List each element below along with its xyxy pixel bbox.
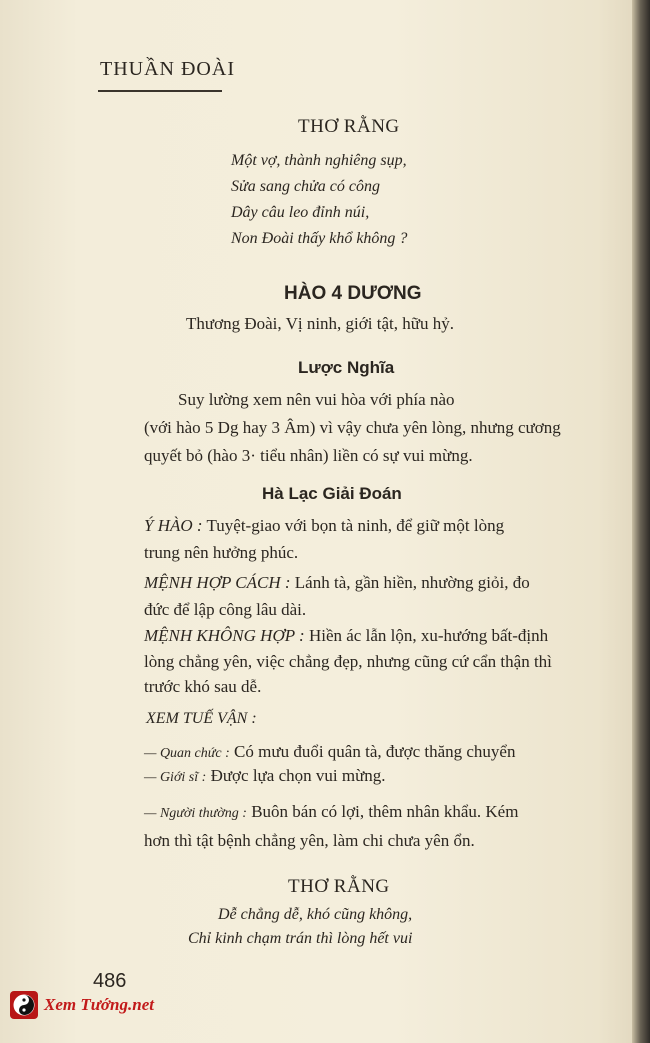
- luoc-nghia-line-1: Suy lường xem nên vui hòa với phía nào: [178, 390, 455, 409]
- gioi-si-text: Được lựa chọn vui mừng.: [206, 766, 386, 785]
- nguoi-thuong-text: Buôn bán có lợi, thêm nhân khẩu. Kém: [246, 802, 519, 821]
- poem1-line-2: Sửa sang chửa có công: [231, 178, 380, 195]
- book-spine: [632, 0, 650, 1043]
- menh-hop-label: MỆNH HỢP CÁCH :: [144, 573, 291, 592]
- poem2-line-2: Chỉ kinh chạm trán thì lòng hết vui: [188, 930, 413, 947]
- quan-chuc-label: — Quan chức :: [144, 746, 230, 761]
- hao-line: Thương Đoài, Vị ninh, giới tật, hữu hỷ.: [186, 314, 454, 333]
- quan-chuc-text: Có mưu đuổi quân tà, được thăng chuyển: [229, 742, 516, 761]
- poem2-title: THƠ RẰNG: [288, 876, 390, 897]
- poem1-line-4: Non Đoài thấy khổ không ?: [231, 230, 408, 247]
- nguoi-thuong-line-2: hơn thì tật bệnh chẳng yên, làm chi chưa yên ổn.: [144, 831, 475, 850]
- menh-khong-line: [144, 626, 548, 646]
- luoc-nghia-line-2: (với hào 5 Dg hay 3 Âm) vì vậy chưa yên lòng, nhưng cương: [144, 418, 561, 437]
- nguoi-thuong-label: — Người thường :: [144, 806, 247, 821]
- gioi-si-label: — Giới sĩ :: [144, 770, 207, 785]
- ha-lac-title: Hà Lạc Giải Đoán: [262, 484, 402, 503]
- y-hao-label: Ý HÀO :: [144, 516, 203, 535]
- menh-khong-label: MỆNH KHÔNG HỢP :: [144, 626, 305, 645]
- watermark-logo[interactable]: [10, 991, 154, 1019]
- poem2-line-1: Dễ chẳng dễ, khó cũng không,: [218, 906, 413, 923]
- quan-chuc-line: [144, 742, 515, 762]
- poem1-line-3: Dây câu leo đỉnh núi,: [231, 204, 370, 221]
- luoc-nghia-line-3: quyết bỏ (hào 3· tiểu nhân) liền có sự vui mừng.: [144, 446, 473, 465]
- menh-khong-line-3: trước khó sau dễ.: [144, 677, 262, 696]
- menh-hop-line: [144, 573, 530, 593]
- menh-hop-text: Lánh tà, gần hiền, nhường giỏi, đo: [290, 573, 530, 592]
- poem1-title: THƠ RẰNG: [298, 116, 400, 137]
- yin-yang-icon: [10, 991, 38, 1019]
- poem1-line-1: Một vợ, thành nghiêng sụp,: [231, 152, 407, 169]
- luoc-nghia-title: Lược Nghĩa: [298, 358, 395, 377]
- y-hao-line: [144, 516, 504, 536]
- y-hao-text: Tuyệt-giao với bọn tà ninh, để giữ một lòng: [202, 516, 505, 535]
- menh-khong-line-2: lòng chẳng yên, việc chẳng đẹp, nhưng cũng cứ cẩn thận thì: [144, 652, 552, 671]
- header-rule: [98, 90, 222, 92]
- xem-tue-van: XEM TUẾ VẬN :: [146, 710, 257, 727]
- page-number: 486: [93, 970, 127, 992]
- running-header: THUẦN ĐOÀI: [100, 58, 235, 80]
- hao-title: HÀO 4 DƯƠNG: [284, 283, 422, 304]
- menh-khong-text: Hiền ác lẫn lộn, xu-hướng bất-định: [304, 626, 549, 645]
- y-hao-line-2: trung nên hưởng phúc.: [144, 543, 299, 562]
- menh-hop-line-2: đức để lập công lâu dài.: [144, 600, 307, 619]
- watermark-text: Xem Tướng.net: [44, 995, 154, 1014]
- nguoi-thuong-line: [144, 802, 518, 822]
- gioi-si-line: [144, 766, 386, 786]
